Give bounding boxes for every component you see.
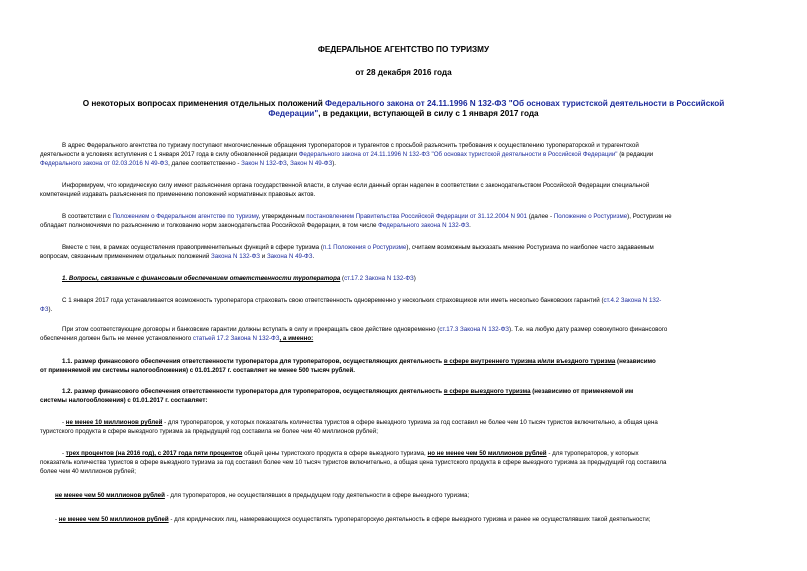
law-132-fz-link-cont[interactable]: Федерации": [268, 109, 319, 118]
art-17-2-ref-link[interactable]: статьей 17.2 Закона N 132-ФЗ: [192, 335, 280, 342]
art-4-2-link-cont[interactable]: ФЗ: [40, 306, 49, 313]
p5-line-2: ФЗ).: [40, 306, 53, 313]
law-49-short-link[interactable]: Закон N 49-ФЗ: [290, 160, 333, 167]
law-132-fz-link[interactable]: Федерального закона от 24.11.1996 N 132-ФЗ "Об основах туристской деятельности в Российской: [325, 99, 725, 108]
p10-line-1: - трех процентов (на 2016 год), с 2017 года пяти процентов общей цены туристского продукта в сфере выездного туризма, но не менее чем 50 миллионов рублей - для туроператоров, у которых: [62, 450, 639, 457]
p2-line-2: компетенцией издавать разъяснения по применению положений нормативных правовых актов.: [40, 191, 316, 198]
p4-line-1: Вместе с тем, в рамках осуществления правоприменительных функций в сфере туризма (п.1 Положения о Ростуризме), считаем возможным высказать мнение Ростуризма по наиболее часто задаваемым: [62, 244, 654, 251]
p3-line-2: обладает полномочиями по разъяснению и толкованию норм законодательства Российской Федерации, в том числе Федерального закона N 132-ФЗ.: [40, 222, 471, 229]
art-17-2-link[interactable]: ст.17.2 Закона N 132-ФЗ: [344, 275, 414, 282]
p9-line-1: - не менее 10 миллионов рублей - для туроператоров, у которых показатель количества туристов в сфере выездного туризма за год составил не более чем 10 тысяч туристов включительно, а общая цена: [62, 419, 658, 426]
p4-line-2: вопросам, связанным применением отдельных положений Закона N 132-ФЗ и Закона N 49-ФЗ.: [40, 253, 315, 260]
p10-line-2: показатель количества туристов в сфере выездного туризма за год составил более чем 10 тысяч туристов включительно, а общая цена туристского продукта в сфере выездного туризма за предыдущий год составила: [40, 459, 667, 466]
p1-line-3: Федерального закона от 02.03.2016 N 49-ФЗ, далее соответственно - Закон N 132-ФЗ, Закон N 49-ФЗ).: [40, 160, 337, 167]
p3-line-1: В соответствии с Положением о Федеральном агентстве по туризму, утвержденным постановлением Правительства Российской Федерации от 31.12.2004 N 901 (далее - Положение о Ростуризме), Ростуризм не: [62, 213, 672, 220]
section-1-heading: 1. Вопросы, связанные с финансовым обеспечением ответственности туроператора (ст.17.2 Закона N 132-ФЗ): [62, 275, 416, 282]
p7-line-2: от применяемой им системы налогообложения) с 01.01.2017 г. составляет не менее 500 тысяч рублей.: [40, 367, 355, 374]
p6-line-2: обеспечения должен быть не менее установленного статьей 17.2 Закона N 132-ФЗ, а именно:: [40, 335, 314, 342]
p2-line-1: Информируем, что юридическую силу имеют разъяснения органа государственной власти, в случае если данный орган наделен в соответствии с законодательством Российской Федерации специальной: [62, 182, 650, 189]
document-title-line-2: Федерации", в редакции, вступающей в силу с 1 января 2017 года: [268, 109, 539, 118]
rostourism-regulation-short-link[interactable]: Положение о Ростуризме: [553, 213, 628, 220]
agency-heading: ФЕДЕРАЛЬНОЕ АГЕНТСТВО ПО ТУРИЗМУ: [317, 45, 490, 54]
p11-line: не менее чем 50 миллионов рублей - для туроператоров, не осуществлявших в предыдущем году деятельности в сфере выездного туризма;: [55, 492, 470, 499]
law-132-short-link[interactable]: Закон N 132-ФЗ: [241, 160, 287, 167]
p8-line-2: системы налогообложения) с 01.01.2017 г. составляет:: [40, 397, 208, 404]
law-49-ref-link[interactable]: Закона N 49-ФЗ: [266, 253, 313, 260]
art-4-2-link[interactable]: ст.4.2 Закона N 132-: [603, 297, 662, 304]
rostourism-regulation-link[interactable]: Положением о Федеральном агентстве по туризму: [112, 213, 259, 220]
law-49-fz-link[interactable]: Федерального закона от 02.03.2016 N 49-ФЗ: [40, 160, 169, 167]
law-132-ref-link[interactable]: Закона N 132-ФЗ: [211, 253, 261, 260]
rostourism-p1-link[interactable]: п.1 Положения о Ростуризме: [322, 244, 407, 251]
art-17-3-link[interactable]: ст.17.3 Закона N 132-ФЗ: [439, 326, 510, 333]
government-decree-link[interactable]: постановлением Правительства Российской Федерации от 31.12.2004 N 901: [306, 213, 527, 220]
p9-line-2: туристского продукта в сфере выездного туризма за предыдущий год составила не более чем 40 миллионов рублей;: [40, 428, 378, 435]
p1-line-2: деятельности в условиях вступления с 1 января 2017 года в силу обновленной редакции Федерального закона от 24.11.1996 N 132-ФЗ "Об основах туристской деятельности в Российской Федерации" (в редакции: [40, 151, 654, 158]
p12-line: - не менее чем 50 миллионов рублей - для юридических лиц, намеревающихся осуществлять туроператорскую деятельность в сфере выездного туризма и ранее не осуществлявших такой деятельности;: [55, 516, 651, 523]
p6-line-1: При этом соответствующие договоры и банковские гарантии должны вступать в силу и прекращать свое действие одновременно (ст.17.3 Закона N 132-ФЗ). Т.е. на любую дату размер совокупного финансового: [62, 326, 668, 333]
law-132-fz-full-link[interactable]: Федерального закона от 24.11.1996 N 132-ФЗ "Об основах туристской деятельности в Российской Федерации": [298, 151, 618, 158]
p10-line-3: более чем 40 миллионов рублей;: [40, 468, 137, 475]
p8-line-1: 1.2. размер финансового обеспечения ответственности туроператора для туроператоров, осуществляющих деятельность в сфере выездного туризма (независимо от применяемой им: [62, 388, 634, 395]
law-132-fz-ref-link[interactable]: Федерального закона N 132-ФЗ: [378, 222, 470, 229]
p7-line-1: 1.1. размер финансового обеспечения ответственности туроператора для туроператоров, осуществляющих деятельность в сфере внутреннего туризма и/или въездного туризма (независимо: [62, 358, 656, 365]
document-date: от 28 декабря 2016 года: [355, 68, 452, 77]
p1-line-1: В адрес Федерального агентства по туризму поступают многочисленные обращения туроператоров и турагентов с просьбой разъяснить требования к осуществлению туроператорской и турагентской: [62, 142, 639, 149]
document-title-line-1: О некоторых вопросах применения отдельных положений Федерального закона от 24.11.1996 N 132-ФЗ "Об основах туристской деятельности в Российской: [82, 99, 725, 108]
p5-line-1: С 1 января 2017 года устанавливается возможность туроператора страховать свою ответственность одновременно у нескольких страховщиков или иметь несколько банковских гарантий (ст.4.2 Закона N 132-: [62, 297, 662, 304]
